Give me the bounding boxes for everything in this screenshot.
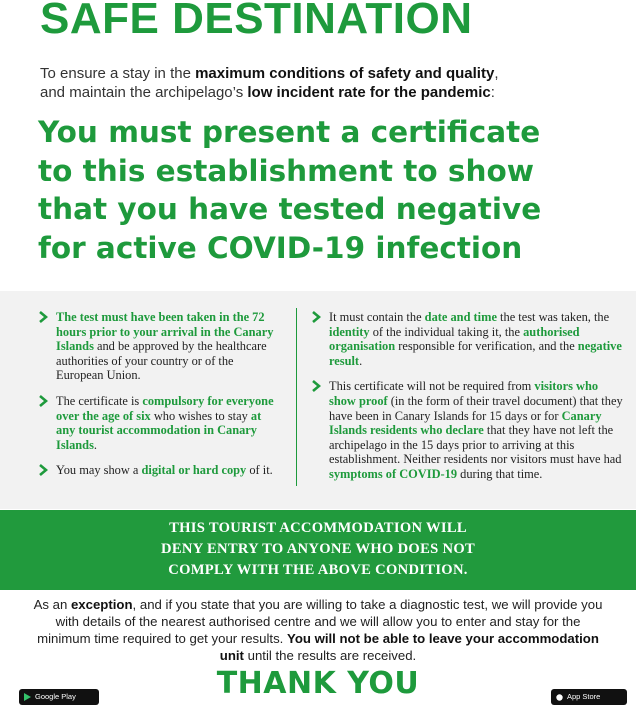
list-item: You may show a digital or hard copy of it. (39, 463, 281, 478)
intro-text: To ensure a stay in the maximum conditions of safety and quality, and maintain the archipelago’s low incident rate for the pandemic: (40, 65, 499, 101)
google-play-badge[interactable] (19, 689, 99, 705)
chevron-right-icon (39, 395, 48, 407)
app-store-badge[interactable] (551, 689, 627, 705)
page-title: SAFE DESTINATION (40, 0, 473, 43)
headline-line: for active COVID-19 infection (38, 230, 523, 265)
google-play-label: Google Play (35, 692, 76, 701)
list-item: It must contain the date and time the test was taken, the identity of the individual taking it, the authorised organisation responsible for verification, and the negative result. (312, 310, 627, 368)
exception-text: As an exception, and if you state that you are willing to take a diagnostic test, we will provide you with details of the nearest authorised centre and we will allow you to enter and stay for the minimum time required to get your results. You will not be able to leave your accommodation unit until the results are received. (33, 597, 603, 663)
headline-line: You must present a certificate (38, 115, 541, 149)
chevron-right-icon (312, 380, 321, 392)
list-item: The certificate is compulsory for everyone over the age of six who wishes to stay at any tourist accommodation in Canary Islands. (39, 394, 281, 452)
headline (38, 113, 618, 267)
warning-line: COMPLY WITH THE ABOVE CONDITION. (168, 562, 468, 578)
chevron-right-icon (312, 311, 321, 323)
requirements-right-column (312, 310, 627, 493)
headline-line: that you have tested negative (38, 192, 542, 226)
warning-banner-text (0, 518, 636, 581)
app-store-label: App Store (567, 692, 601, 701)
column-divider (296, 308, 297, 486)
headline-line: to this establishment to show (38, 153, 534, 188)
list-item: This certificate will not be required from visitors who show proof (in the form of their travel document) that they have been in Canary Islands for 15 days or for Canary Islands residents who declare that they have not left the archipelago in the 15 days prior to arriving at this establishment. Neither residents nor visitors must have had symptoms of COVID-19 during that time. (312, 379, 627, 481)
chevron-right-icon (39, 311, 48, 323)
requirements-left-column (39, 310, 281, 489)
chevron-right-icon (39, 464, 48, 476)
list-item: The test must have been taken in the 72 hours prior to your arrival in the Canary Islands and be approved by the healthcare authorities of your country or of the European Union. (39, 310, 281, 383)
warning-line: THIS TOURIST ACCOMMODATION WILL (169, 520, 467, 536)
warning-line: DENY ENTRY TO ANYONE WHO DOES NOT (160, 541, 476, 557)
thank-you-heading: THANK YOU (216, 666, 420, 701)
